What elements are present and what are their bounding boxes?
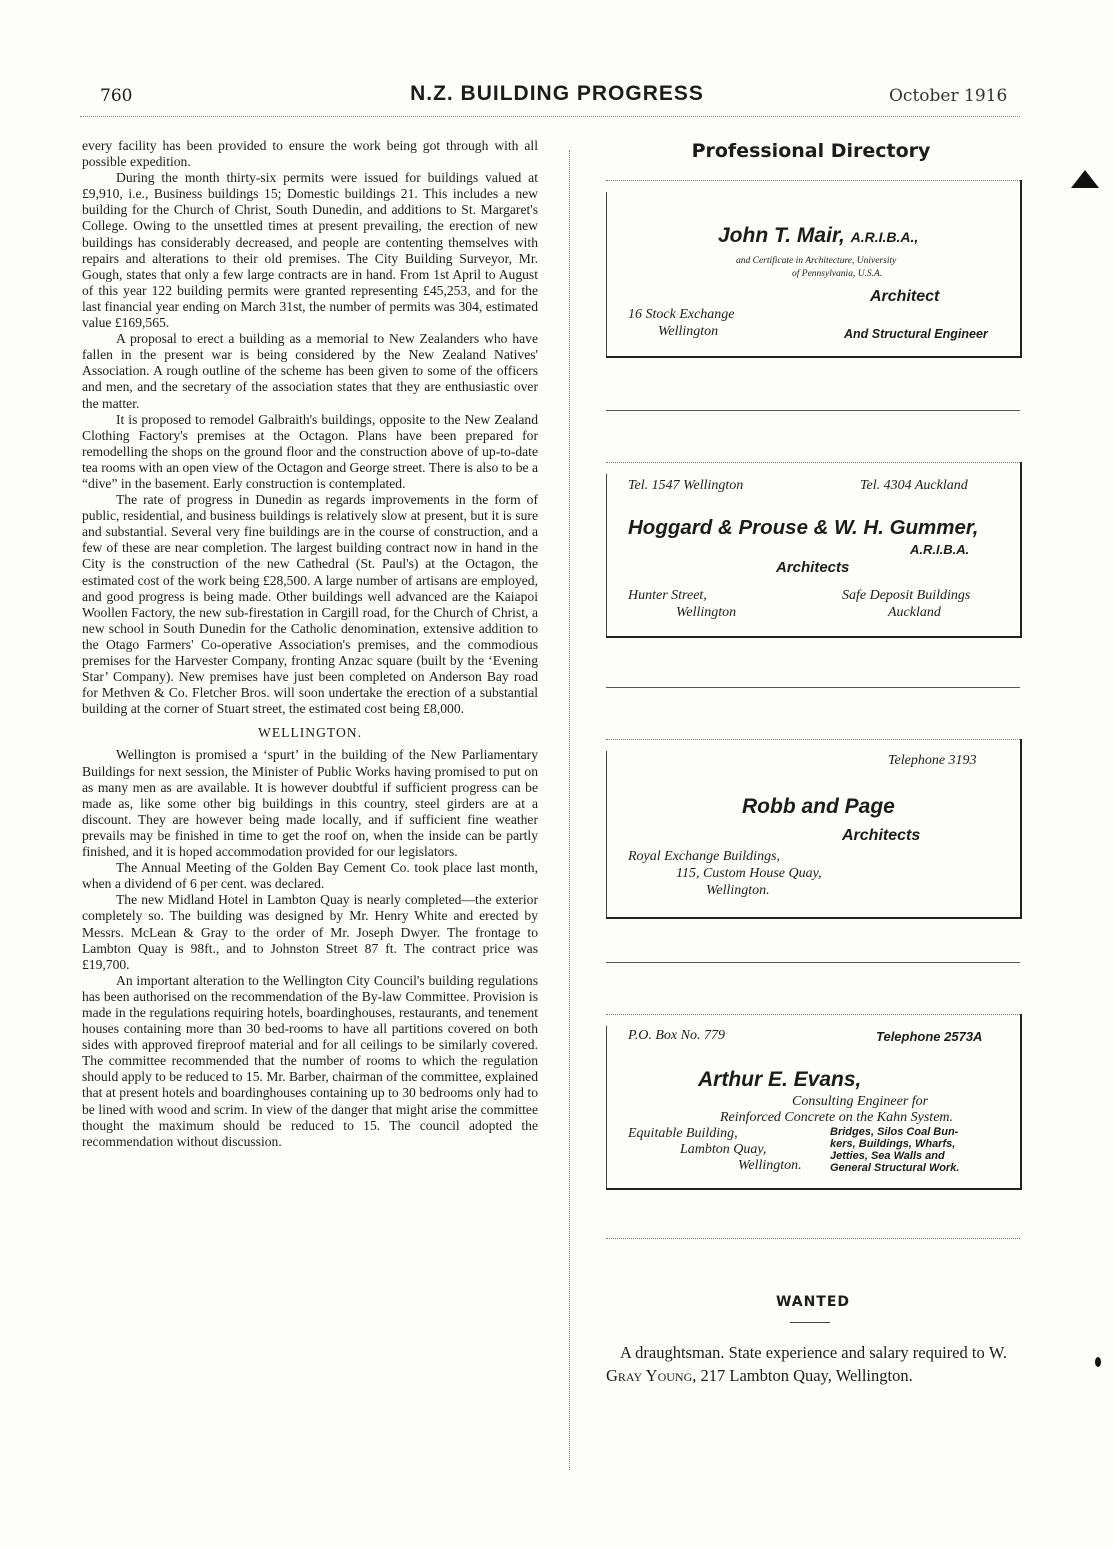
robb-name: Robb and Page: [742, 795, 895, 818]
hoggard-tel-wellington: Tel. 1547 Wellington: [628, 478, 744, 493]
scan-dot-icon: [1094, 1356, 1102, 1368]
wanted-heading: WANTED: [775, 1294, 851, 1310]
evans-works-line4: General Structural Work.: [830, 1162, 960, 1174]
column-divider: [569, 150, 570, 1470]
directory-title: Professional Directory: [691, 140, 931, 162]
mair-address-line1: 16 Stock Exchange: [628, 307, 735, 322]
evans-po-box: P.O. Box No. 779: [628, 1028, 725, 1043]
wanted-rule: [790, 1322, 830, 1323]
hoggard-address-left1: Hunter Street,: [628, 588, 707, 603]
mair-name: John T. Mair,: [718, 224, 845, 247]
card-hoggard-prouse: [606, 462, 1022, 638]
evans-role-line1: Consulting Engineer for: [792, 1094, 929, 1109]
evans-address-line2: Lambton Quay,: [680, 1142, 767, 1157]
mair-role2: And Structural Engineer: [844, 327, 988, 341]
card-john-mair: [606, 180, 1022, 358]
card-separator: [606, 410, 1020, 411]
article-paragraph: every facility has been provided to ensure the work being got through with all possible expedition.: [82, 138, 538, 170]
evans-works-line2: kers, Buildings, Wharfs,: [830, 1138, 956, 1150]
publication-title: N.Z. BUILDING PROGRESS: [410, 82, 704, 105]
article-paragraph: The new Midland Hotel in Lambton Quay is nearly completed—the exterior completely so. The building was designed by Mr. Henry White and erected by Messrs. McLean & Gray to the order of Mr. Joseph Dwyer. The frontage to Lambton Quay is 98ft., and to Johnston Street 87 ft. The contract price was £19,700.: [82, 892, 538, 972]
robb-address-line3: Wellington.: [706, 883, 770, 898]
article-paragraph: An important alteration to the Wellington City Council's building regulations has been authorised on the recommendation of the By-law Committee. Provision is made in the regulations requiring hotels, boardinghouses, restaurants, and tenement houses containing more than 30 bed-rooms to have all partitions covered on both sides with approved fireproof material and for all ceilings to be similarly covered. The committee recommended that the number of rooms to which the regulation should apply to be reduced to 15. Mr. Barber, chairman of the committee, explained that at present hotels and boardinghouses containing up to 30 bedrooms only had to be lined with wood and scrim. In view of the danger that might arise the committee thought the maximum should be reduced to 15. The council adopted the recommendation without discussion.: [82, 972, 538, 1149]
card-separator: [606, 1238, 1020, 1239]
article-paragraph: During the month thirty-six permits were issued for buildings valued at £9,910, i.e., Business buildings 15; Domestic buildings 21. This includes a new building for the Church of Christ, South Dunedin, and additions to St. Margaret's College. Owing to the unsettled times at present prevailing, the erection of new buildings has considerably decreased, and people are contenting themselves with repairs and alterations to their old premises. The City Building Surveyor, Mr. Gough, states that only a few large contracts are in hand. From 1st April to August of this year 122 building permits were granted representing £45,253, and for the last financial year ending on March 31st, the number of permits was 304, estimated value £169,565.: [82, 170, 538, 331]
hoggard-address-right2: Auckland: [888, 605, 941, 620]
hoggard-address-left2: Wellington: [676, 605, 737, 620]
article-column: [82, 138, 538, 1150]
scan-mark-icon: [1071, 168, 1101, 190]
article-paragraph: The rate of progress in Dunedin as regards improvements in the form of public, residential, and business buildings is relatively slow at present, but it is sure and substantial. Several very fine buildings are in the course of construction, and a few of these are near completion. The largest building contract now in hand in the City is the construction of the new Cathedral (St. Paul's) at the Octagon, the estimated cost of the work being £28,500. A large number of artisans are employed, and good progress is being made. Other buildings well advanced are the Kaiapoi Woollen Factory, the new sub-firestation in Cargill road, for the Church of Christ, a new school in South Dunedin for the Catholic denomination, extensive addition to the Otago Farmers' Co-operative Association's premises, and the commodious premises for the Harvester Company, fronting Anzac square (built by the ‘Evening Star’ Company). New premises have just been completed on Anderson Bay road for Methven & Co. Fletcher Bros. will soon undertake the erection of a substantial building at the corner of Stuart street, the estimated cost being £8,000.: [82, 492, 538, 717]
mair-cert-line2: of Pennsylvania, U.S.A.: [792, 269, 883, 279]
evans-name: Arthur E. Evans,: [698, 1068, 862, 1091]
card-robb-page: [606, 739, 1022, 919]
page-number: 760: [100, 86, 133, 106]
article-paragraph: Wellington is promised a ‘spurt’ in the building of the New Parliamentary Buildings for next session, the Minister of Public Works having promised to put on as many men as are available. It is however doubtful if sufficient progress can be made as, like some other big buildings in this country, steel girders are at a discount. They are however being made locally, and if sufficient fine weather prevails may be finished in time to get the roof on, when the inside can be partly finished, and it is hoped accommodation provided for our legislators.: [82, 747, 538, 860]
hoggard-address-right1: Safe Deposit Buildings: [842, 588, 971, 603]
robb-telephone: Telephone 3193: [888, 753, 977, 768]
header-rule: [80, 116, 1020, 117]
hoggard-quals: A.R.I.B.A.: [910, 542, 970, 557]
hoggard-name: Hoggard & Prouse & W. H. Gummer,: [628, 516, 979, 539]
article-paragraph: It is proposed to remodel Galbraith's buildings, opposite to the New Zealand Clothing Factory's premises at the Octagon. Plans have been prepared for remodelling the shops on the ground floor and the construction above of up-to-date tea rooms with an open view of the Octagon and George street. There is also to be a “dive” in the basement. Early construction is contemplated.: [82, 411, 538, 491]
evans-role-line2: Reinforced Concrete on the Kahn System.: [720, 1110, 954, 1125]
article-paragraph: The Annual Meeting of the Golden Bay Cement Co. took place last month, when a dividend of 6 per cent. was declared.: [82, 860, 538, 892]
mair-cert-line1: and Certificate in Architecture, University: [736, 256, 897, 266]
robb-address-line2: 115, Custom House Quay,: [676, 866, 822, 881]
card-separator: [606, 687, 1020, 688]
wanted-contact-name: W. Gray Young,: [606, 1343, 1008, 1385]
evans-works-line1: Bridges, Silos Coal Bun-: [830, 1126, 959, 1138]
hoggard-role: Architects: [776, 559, 850, 576]
mair-role: Architect: [870, 288, 940, 305]
evans-address-line1: Equitable Building,: [628, 1126, 738, 1141]
card-separator: [606, 962, 1020, 963]
evans-works-line3: Jetties, Sea Walls and: [830, 1150, 945, 1162]
wanted-text: A draughtsman. State experience and salary required to W. Gray Young, 217 Lambton Quay, Wellington.: [606, 1343, 1008, 1385]
section-heading: WELLINGTON.: [258, 725, 362, 741]
issue-date: October 1916: [889, 86, 1008, 106]
mair-address-line2: Wellington: [658, 324, 719, 339]
robb-address-line1: Royal Exchange Buildings,: [628, 849, 781, 864]
mair-quals: A.R.I.B.A.,: [850, 229, 919, 245]
robb-role: Architects: [842, 827, 921, 844]
evans-telephone: Telephone 2573A: [876, 1029, 983, 1044]
article-paragraph: A proposal to erect a building as a memorial to New Zealanders who have fallen in the present war is being considered by the New Zealand Natives' Association. A rough outline of the scheme has been given to some of the officers and men, and the secretary of the association states that they are enthusiastic over the matter.: [82, 331, 538, 411]
evans-address-line3: Wellington.: [738, 1158, 802, 1173]
hoggard-tel-auckland: Tel. 4304 Auckland: [860, 478, 968, 493]
card-arthur-evans: [606, 1014, 1022, 1190]
